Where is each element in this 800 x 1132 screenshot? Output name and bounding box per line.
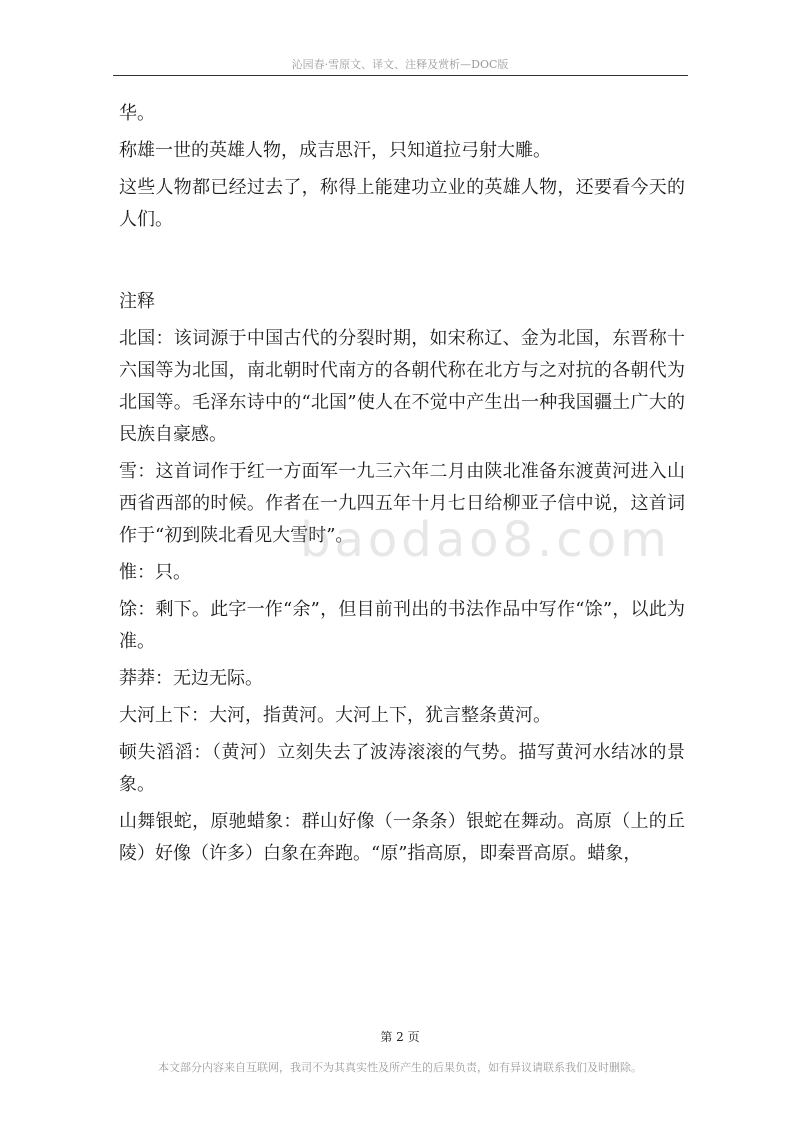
translation-line: 称雄一世的英雄人物，成吉思汗，只知道拉弓射大雕。	[119, 140, 551, 161]
page-number: 第 2 页	[380, 1030, 420, 1044]
footer-disclaimer: 本文部分内容来自互联网，我司不为其真实性及所产生的后果负责，如有异议请联系我们及时删除。	[158, 1061, 642, 1074]
note-beiguo: 北国：该词源于中国古代的分裂时期，如宋称辽、金为北国，东晋称十六国等为北国，南北朝时代南方的各朝代称在北方与之对抗的各朝代为北国等。毛泽东诗中的“北国”使人在不觉中产生出一种我国疆土广大的民族自豪感。	[119, 328, 685, 445]
note-wei: 惟：只。	[119, 562, 191, 583]
translation-line: 华。	[119, 103, 155, 124]
note-mangmang: 莽莽：无边无际。	[119, 668, 263, 689]
note-xue: 雪：这首词作于红一方面军一九三六年二月由陕北准备东渡黄河进入山西省西部的时候。作者在一九四五年十月七日给柳亚子信中说，这首词作于“初到陕北看见大雪时”。	[119, 461, 685, 546]
note-shanwu: 山舞银蛇，原驰蜡象：群山好像（一条条）银蛇在舞动。高原（上的丘陵）好像（许多）白象在奔跑。“原”指高原，即秦晋高原。蜡象，	[119, 811, 685, 864]
translation-line: 这些人物都已经过去了，称得上能建功立业的英雄人物，还要看今天的人们。	[119, 177, 685, 230]
page-header: 沁园春·雪原文、译文、注释及赏析—DOC版	[291, 58, 509, 71]
header-divider	[113, 75, 688, 76]
note-yu: 馀：剩下。此字一作“余”，但目前刊出的书法作品中写作“馀”，以此为准。	[119, 599, 685, 652]
note-dunshi: 顿失滔滔：（黄河）立刻失去了波涛滚滚的气势。描写黄河水结冰的景象。	[119, 742, 685, 795]
watermark-text: baodao8.com	[300, 512, 671, 568]
note-dahe: 大河上下：大河，指黄河。大河上下，犹言整条黄河。	[119, 705, 551, 726]
notes-heading: 注释	[119, 291, 155, 312]
document-body	[119, 98, 685, 875]
